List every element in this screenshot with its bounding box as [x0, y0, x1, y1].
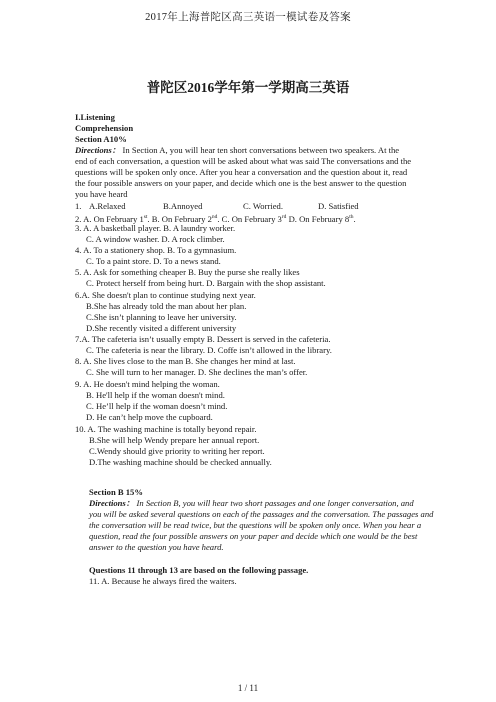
question-2: 2. A. On February 1st. B. On February 2nd. C. On February 3rd D. On February 8th.	[75, 213, 356, 224]
directions-b-line-1: Directions： In Section B, you will hear two short passages and one longer conversation, and	[89, 498, 414, 508]
question-5-options-cd: C. Protect herself from being hurt. D. Bargain with the shop assistant.	[86, 278, 326, 288]
question-3-options-cd: C. A window washer. D. A rock climber.	[86, 234, 225, 244]
question-10-option-c: C.Wendy should give priority to writing her report.	[89, 446, 265, 456]
question-9: 9. A. He doesn't mind helping the woman.	[75, 379, 220, 389]
question-5: 5. A. Ask for something cheaper B. Buy the purse she really likes	[75, 267, 300, 277]
question-7-options-cd: C. The cafeteria is near the library. D. Coffe isn’t allowed in the library.	[86, 345, 332, 355]
directions-a-line-3: questions will be spoken only once. After you hear a conversation and the question about it, read	[75, 167, 408, 177]
directions-b-line-3: the conversation will be read twice, but the questions will be spoken only once. When you hear a	[89, 520, 422, 530]
directions-a-line-4: the four possible answers on your paper, and decide which one is the best answer to the question	[75, 178, 407, 188]
directions-a-label: Directions：	[75, 145, 121, 155]
directions-a-line-5: you have heard	[75, 189, 128, 199]
directions-a-line-1: Directions： In Section A, you will hear ten short conversations between two speakers. At the	[75, 145, 400, 155]
question-10-option-d: D.The washing machine should be checked annually.	[89, 457, 272, 467]
section-a-heading: Section A10%	[75, 134, 127, 144]
question-10: 10. A. The washing machine is totally beyond repair.	[75, 424, 257, 434]
questions-11-13-heading: Questions 11 through 13 are based on the following passage.	[89, 565, 309, 575]
question-6-option-c: C.She isn’t planning to leave her university.	[86, 312, 237, 322]
directions-b-line-4: question, read the four possible answers on your paper and decide which one would be the best	[89, 531, 418, 541]
directions-b-line-2: you will be asked several questions on each of the passages and the conversation. The passages and	[89, 509, 434, 519]
question-3: 3. A. A basketball player. B. A laundry worker.	[75, 223, 236, 233]
question-9-option-d: D. He can’t help move the cupboard.	[86, 412, 213, 422]
question-6-option-d: D.She recently visited a different university	[86, 323, 237, 333]
directions-b-label: Directions：	[89, 498, 135, 508]
comprehension-heading: Comprehension	[75, 123, 134, 133]
question-4-options-cd: C. To a paint store. D. To a news stand.	[86, 256, 221, 266]
section-b-heading: Section B 15%	[89, 487, 143, 497]
question-7: 7.A. The cafeteria isn’t usually empty B. Dessert is served in the cafeteria.	[75, 334, 331, 344]
page-footer: 1 / 11	[237, 683, 259, 693]
question-10-option-b: B.She will help Wendy prepare her annual report.	[89, 435, 260, 445]
page-header: 2017年上海普陀区高三英语一模试卷及答案	[145, 12, 351, 23]
directions-a-line-2: end of each conversation, a question will be asked about what was said The conversations and the	[75, 156, 412, 166]
question-9-option-b: B. He'll help if the woman doesn't mind.	[86, 390, 225, 400]
directions-b-line-5: answer to the question you have heard.	[89, 542, 224, 552]
question-6-option-b: B.She has already told the man about her plan.	[86, 301, 247, 311]
question-8: 8. A. She lives close to the man B. She changes her mind at last.	[75, 356, 296, 366]
document-page: 2017年上海普陀区高三英语一模试卷及答案 普陀区2016学年第一学期高三英语 I.Listening Comprehension Section A10% Directions： In Section A, you will hear ten short conversations between two speakers. At the end of each conversation, a question will be asked about what was said The conversations and the questions will be spoken only once. After you hear a conversation and the question about it, read the four possible answers on your paper, and decide which one is the best answer to the question you have heard 1. A.Relaxed B.Annoyed C. Worried. D. Satisfied 2. A. On February 1st. B. On February 2nd. C. On February 3rd D. On February 8th. 3. A. A basketball player. B. A laundry worker. C. A window washer. D. A rock climber. 4. A. To a stationery shop. B. To a gymnasium. C. To a paint store. D. To a news stand. 5. A. Ask for something cheaper B. Buy the purse she really likes C. Protect herself from being hurt. D. Bargain with the shop assistant. 6.A. She doesn't plan to continue studying next year. B.She has already told the man about her plan. C.She isn’t planning to leave her university. D.She recently visited a different university 7.A. The cafeteria isn’t usually empty B. Dessert is served in the cafeteria. C. The cafeteria is near the library. D. Coffe isn’t allowed in the library. 8. A. She lives close to the man B. She changes her mind at last. C. She will turn to her manager. D. She declines the man’s offer. 9. A. He doesn't mind helping the woman. B. He'll help if the woman doesn't mind. C. He’ll help if the woman doesn’t mind. D. He can’t help move the cupboard. 10. A. The washing machine is totally beyond repair. B.She will help Wendy prepare her annual report. C.Wendy should give priority to writing her report. D.The washing machine should be checked annually. Section B 15% Directions： In Section B, you will hear two short passages and one longer conversation, and you will be asked several questions on each of the passages and the conversation. The passages and the conversation will be read twice, but the questions will be spoken only once. When you hear a question, read the four possible answers on your paper and decide which one would be the best answer to the question you have heard. Questions 11 through 13 are based on the following passage. 11. A. Because he always fired the waiters. 1 / 11	[0, 0, 496, 702]
question-11: 11. A. Because he always fired the waiters.	[89, 576, 237, 586]
exam-title: 普陀区2016学年第一学期高三英语	[146, 80, 350, 95]
question-9-option-c: C. He’ll help if the woman doesn’t mind.	[86, 401, 228, 411]
question-4: 4. A. To a stationery shop. B. To a gymnasium.	[75, 245, 237, 255]
question-6: 6.A. She doesn't plan to continue studying next year.	[75, 290, 256, 300]
question-8-options-cd: C. She will turn to her manager. D. She declines the man’s offer.	[86, 367, 308, 377]
part-heading: I.Listening	[75, 112, 115, 122]
